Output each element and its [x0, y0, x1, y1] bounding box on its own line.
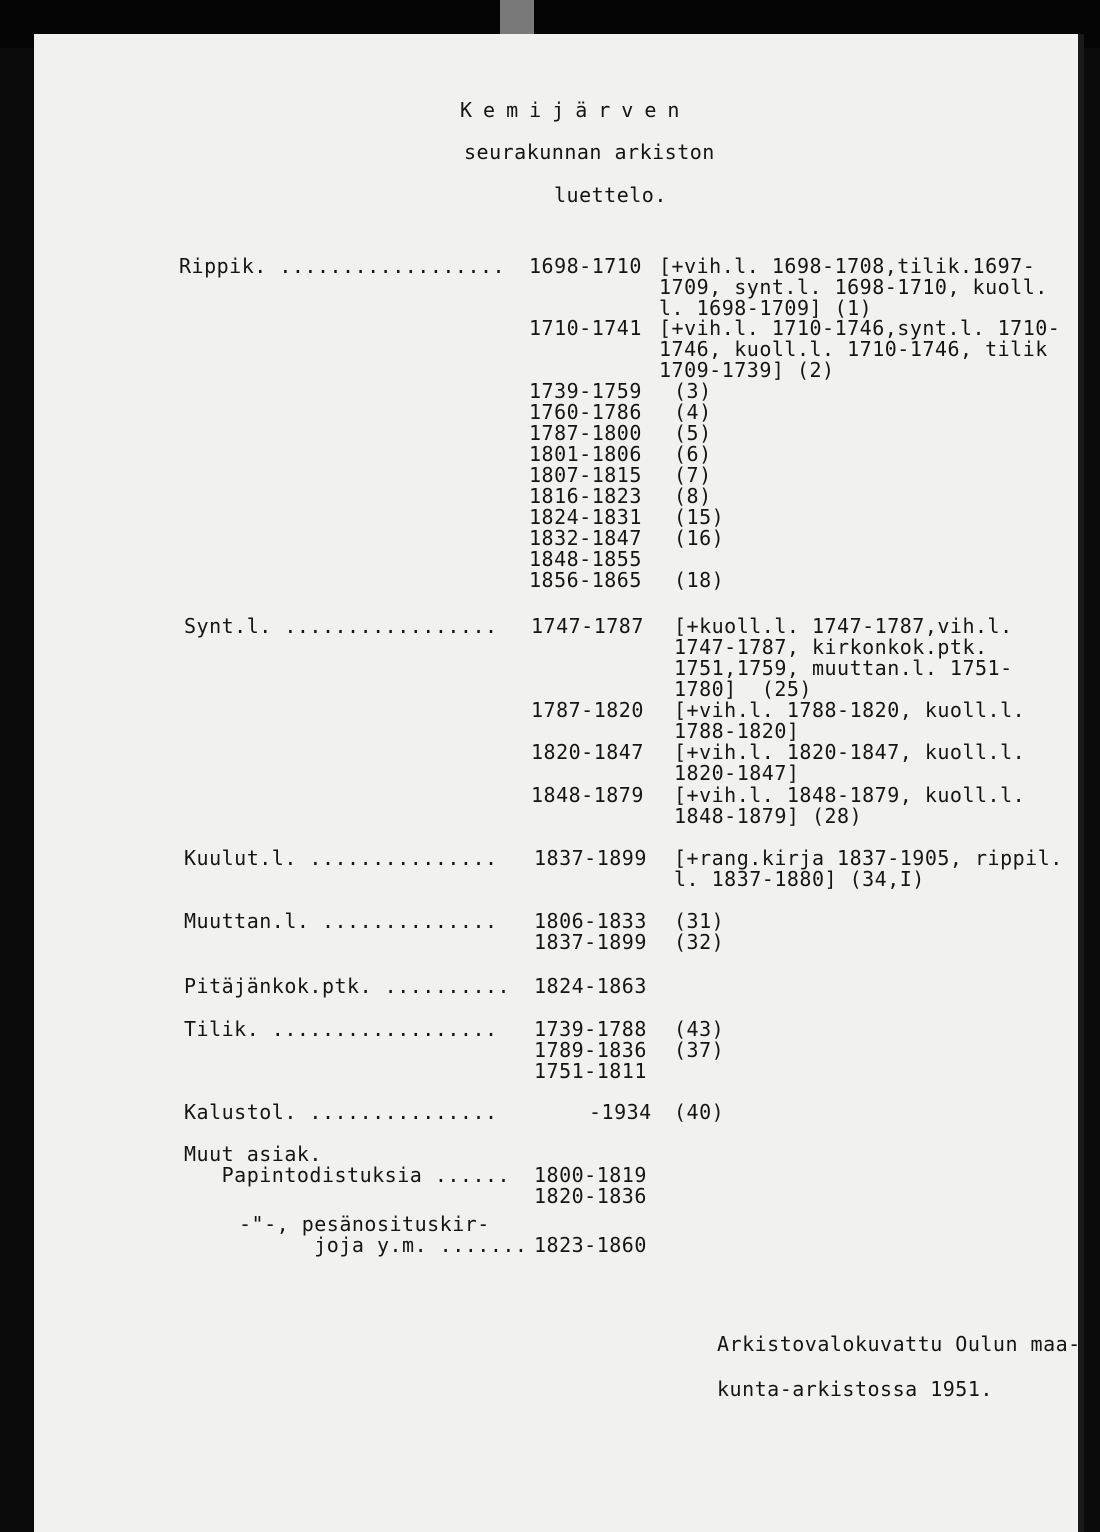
entry-years: 1823-1860: [534, 1233, 647, 1257]
entry-note: [+vih.l. 1820-1847, kuoll.l. 1820-1847]: [674, 740, 1026, 785]
entry-years: 1698-1710: [529, 254, 642, 278]
entry-note: [+vih.l. 1788-1820, kuoll.l. 1788-1820]: [674, 698, 1026, 743]
entry-years: 1789-1836: [534, 1038, 647, 1062]
entry-note: [+rang.kirja 1837-1905, rippil. l. 1837-1880] (34,I): [674, 846, 1063, 891]
footer-note-line2: kunta-arkistossa 1951.: [717, 1377, 993, 1401]
entry-note: (7): [674, 463, 712, 487]
entry-note: (4): [674, 400, 712, 424]
entry-years: 1801-1806: [529, 442, 642, 466]
entry-years: 1806-1833: [534, 909, 647, 933]
entry-label-tilik: Tilik. ..................: [184, 1017, 498, 1041]
document-page: [34, 34, 1084, 1532]
title-list: luettelo.: [554, 183, 667, 207]
entry-note: (15): [674, 505, 725, 529]
entry-label-muut-asiak: Muut asiak. Papintodistuksia ......: [184, 1142, 511, 1187]
entry-note: (37): [674, 1038, 725, 1062]
entry-years: 1751-1811: [534, 1059, 647, 1083]
entry-note: (16): [674, 526, 725, 550]
entry-years: 1800-1819: [534, 1163, 647, 1187]
entry-years: 1787-1800: [529, 421, 642, 445]
entry-label-pesanosituskirjoja: -"-, pesänosituskir- joja y.m. .......: [239, 1212, 528, 1257]
entry-note: [+vih.l. 1848-1879, kuoll.l. 1848-1879] (28): [674, 783, 1026, 828]
entry-years: 1837-1899: [534, 930, 647, 954]
entry-label-kalustol: Kalustol. ...............: [184, 1100, 498, 1124]
entry-years: 1820-1836: [534, 1184, 647, 1208]
entry-label-muuttan: Muuttan.l. ..............: [184, 909, 498, 933]
entry-label-rippik: Rippik. ..................: [179, 254, 506, 278]
entry-note: (3): [674, 379, 712, 403]
title-archive: seurakunnan arkiston: [464, 140, 715, 164]
entry-note: (5): [674, 421, 712, 445]
entry-years: 1816-1823: [529, 484, 642, 508]
entry-note: [+vih.l. 1698-1708,tilik.1697- 1709, synt.l. 1698-1710, kuoll. l. 1698-1709] (1): [659, 254, 1048, 320]
page-edge-shadow: [1078, 34, 1084, 1532]
entry-years: 1832-1847: [529, 526, 642, 550]
entry-years: 1848-1855: [529, 547, 642, 571]
footer-note-line1: Arkistovalokuvattu Oulun maa-: [717, 1332, 1081, 1356]
entry-years: 1820-1847: [531, 740, 644, 764]
entry-note: [+vih.l. 1710-1746,synt.l. 1710- 1746, kuoll.l. 1710-1746, tilik 1709-1739] (2): [659, 316, 1061, 382]
entry-note: (40): [674, 1100, 725, 1124]
entry-label-pitajankok: Pitäjänkok.ptk. ..........: [184, 974, 511, 998]
entry-years: 1739-1759: [529, 379, 642, 403]
entry-years: 1787-1820: [531, 698, 644, 722]
entry-note: (43): [674, 1017, 725, 1041]
entry-years: 1824-1863: [534, 974, 647, 998]
entry-years: 1760-1786: [529, 400, 642, 424]
entry-years: 1824-1831: [529, 505, 642, 529]
entry-years: -1934: [589, 1100, 652, 1124]
entry-label-synt: Synt.l. .................: [184, 614, 498, 638]
entry-note: (32): [674, 930, 725, 954]
entry-years: 1856-1865: [529, 568, 642, 592]
entry-note: [+kuoll.l. 1747-1787,vih.l. 1747-1787, kirkonkok.ptk. 1751,1759, muuttan.l. 1751- 1780] (25): [674, 614, 1013, 701]
entry-note: (8): [674, 484, 712, 508]
entry-years: 1710-1741: [529, 316, 642, 340]
entry-years: 1837-1899: [534, 846, 647, 870]
entry-note: (18): [674, 568, 725, 592]
entry-years: 1747-1787: [531, 614, 644, 638]
entry-note: (6): [674, 442, 712, 466]
entry-label-kuulut: Kuulut.l. ...............: [184, 846, 498, 870]
entry-years: 1807-1815: [529, 463, 642, 487]
title-parish: Kemijärven: [460, 98, 691, 122]
entry-years: 1848-1879: [531, 783, 644, 807]
entry-years: 1739-1788: [534, 1017, 647, 1041]
entry-note: (31): [674, 909, 725, 933]
